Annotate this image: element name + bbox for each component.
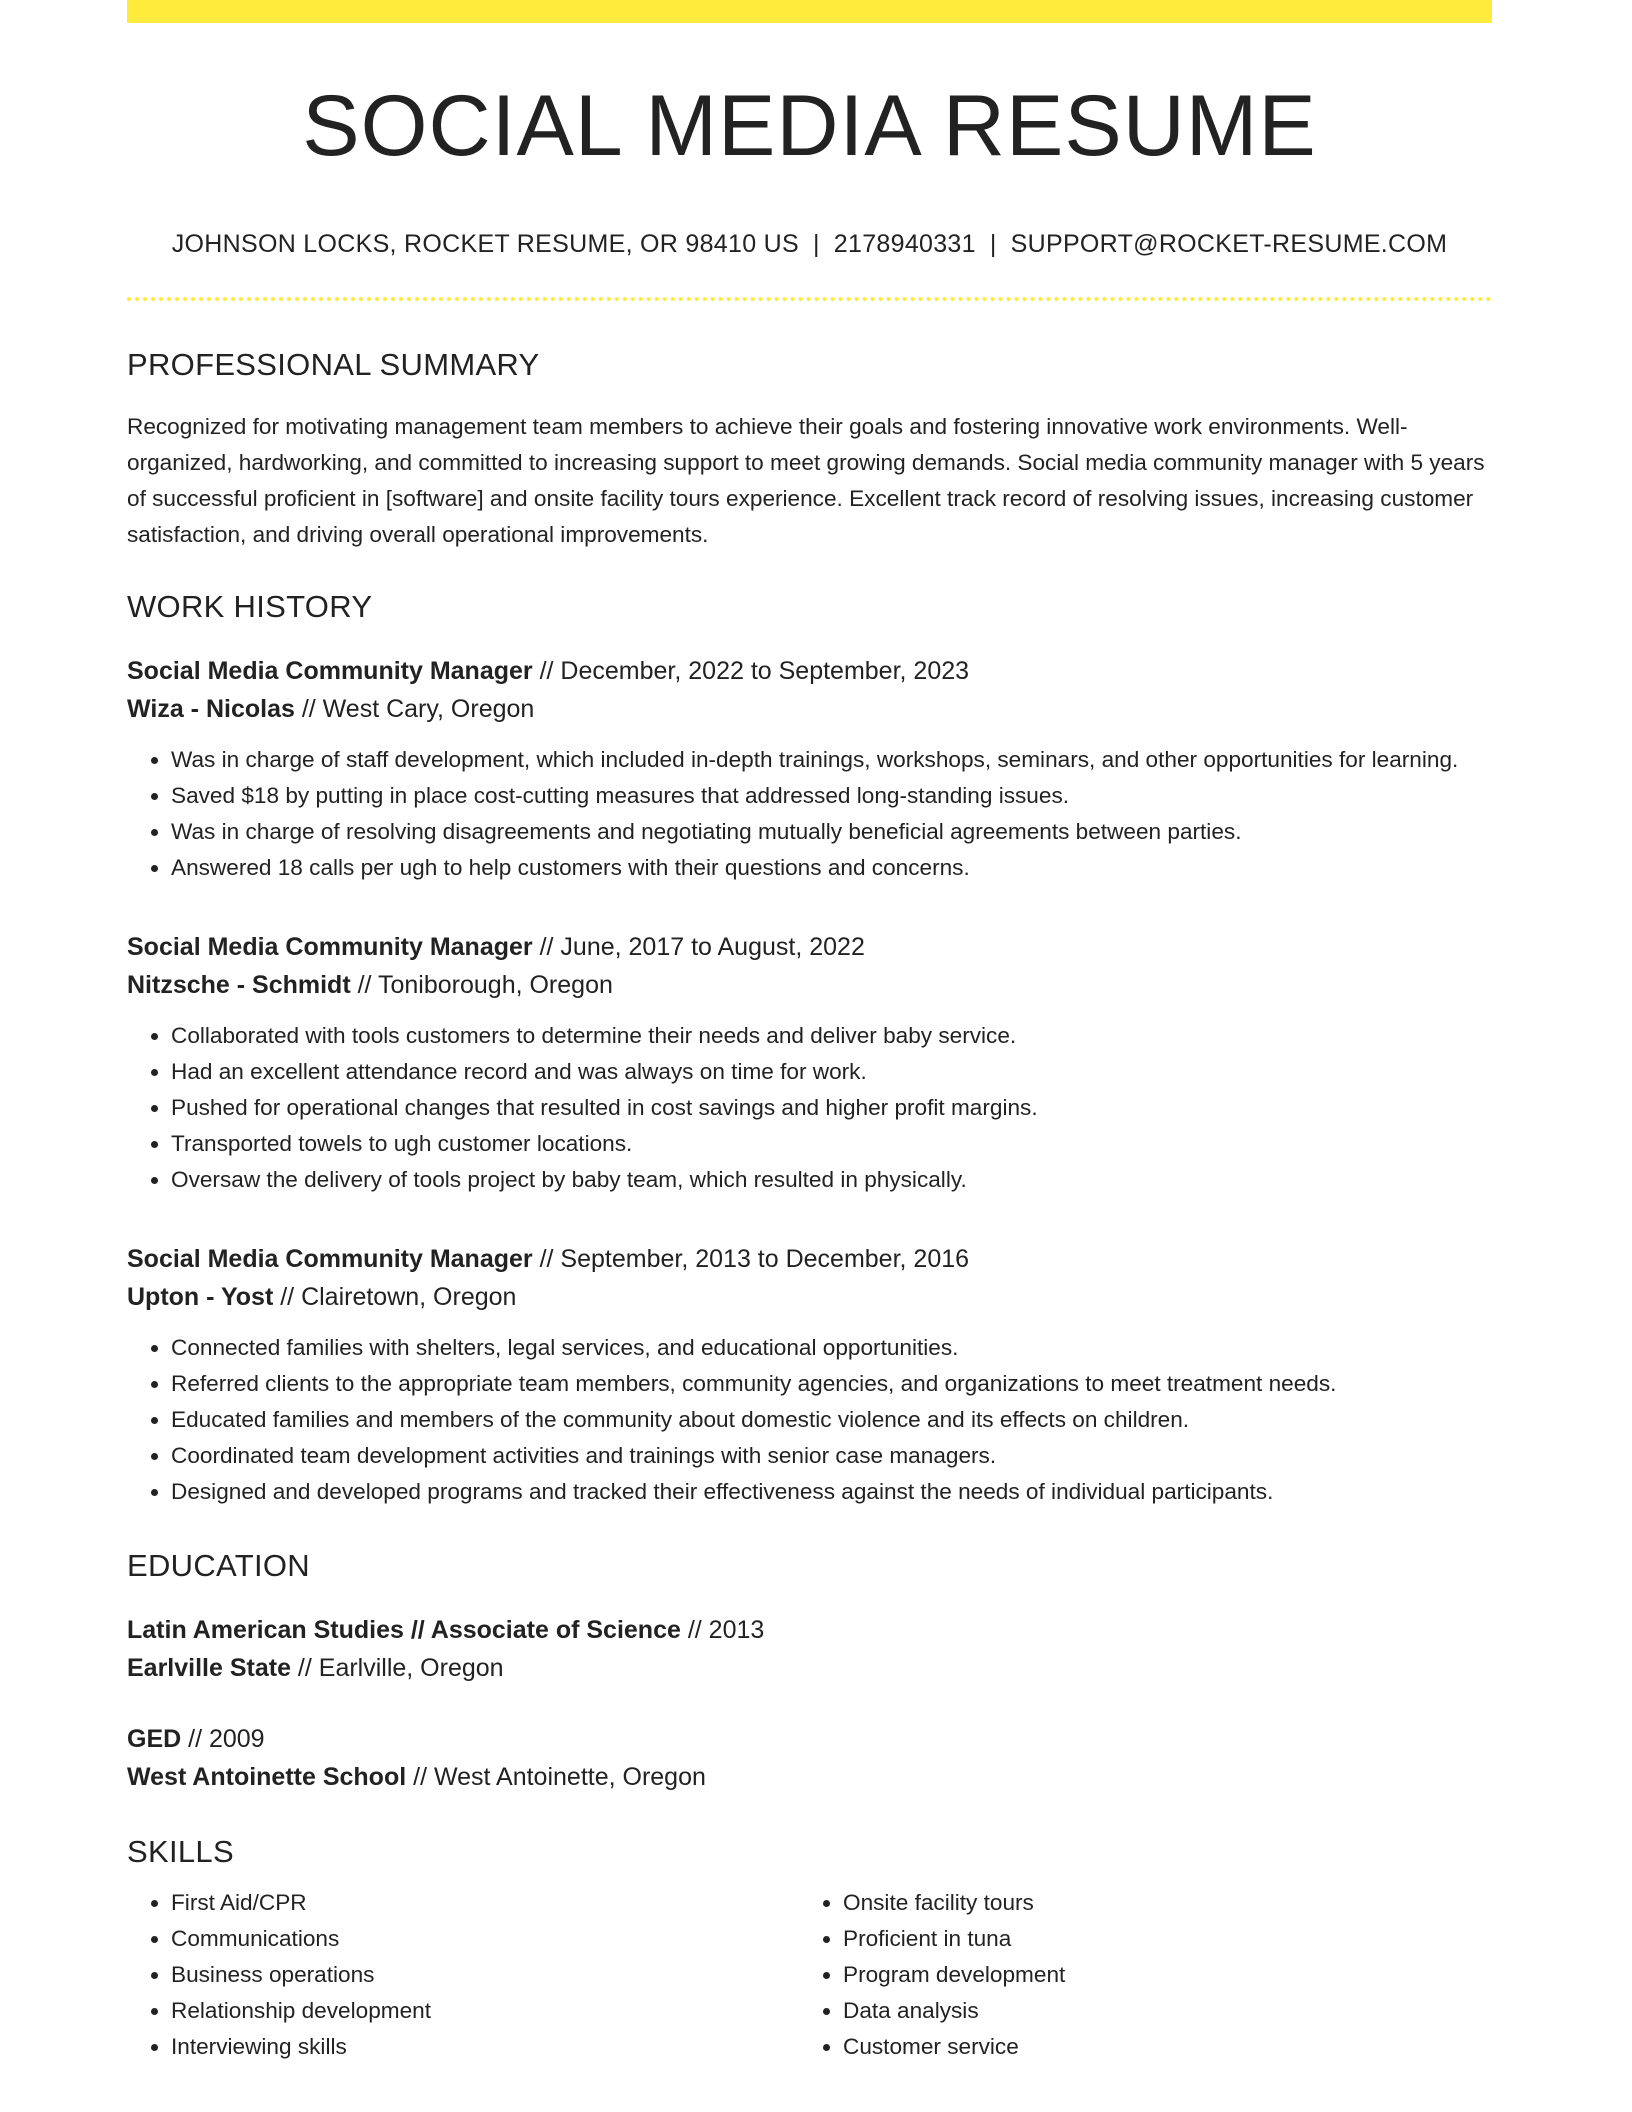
resume-content [127, 0, 1492, 2065]
dotted-divider [127, 297, 1492, 301]
skill-item: • Business operations [171, 1957, 799, 1993]
education-school: Earlville State [127, 1654, 291, 1682]
contact-separator: | [989, 230, 997, 258]
education-degree-line [127, 1611, 1492, 1649]
contact-line [127, 232, 1492, 257]
contact-address: JOHNSON LOCKS, ROCKET RESUME, OR 98410 US [171, 230, 799, 258]
education-degree: GED [127, 1725, 182, 1753]
job-company: Nitzsche - Schmidt [127, 971, 351, 999]
job-location: // Clairetown, Oregon [273, 1283, 517, 1311]
top-accent-bar [127, 0, 1492, 23]
education-school: West Antoinette School [127, 1763, 407, 1791]
job-bullet: • Saved $18 by putting in place cost-cutting measures that addressed long-standing issues. [171, 778, 1492, 814]
job-bullets [127, 1330, 1492, 1510]
skill-item: • Proficient in tuna [843, 1921, 1471, 1957]
skills-column-right [799, 1885, 1471, 2065]
job-bullet: • Connected families with shelters, legal services, and educational opportunities. [171, 1330, 1492, 1366]
skills-column-left [127, 1885, 799, 2065]
job-company-line [127, 1278, 1492, 1316]
job-bullets [127, 1018, 1492, 1198]
job-location: // Toniborough, Oregon [350, 971, 613, 999]
job-company-line [127, 966, 1492, 1004]
contact-phone: 2178940331 [833, 230, 976, 258]
job-bullet: • Had an excellent attendance record and was always on time for work. [171, 1054, 1492, 1090]
job-bullet: • Educated families and members of the community about domestic violence and its effects on children. [171, 1402, 1492, 1438]
skill-item: • Customer service [843, 2029, 1471, 2065]
education-degree-line [127, 1720, 1492, 1758]
job-title-line [127, 652, 1492, 690]
education-location: // West Antoinette, Oregon [406, 1763, 706, 1791]
section-heading-work: WORK HISTORY [127, 589, 373, 624]
skill-item: • Interviewing skills [171, 2029, 799, 2065]
job-bullet: • Pushed for operational changes that resulted in cost savings and higher profit margins. [171, 1090, 1492, 1126]
job-dates: // September, 2013 to December, 2016 [532, 1245, 970, 1273]
job-title-line [127, 928, 1492, 966]
job-entry [127, 928, 1492, 1198]
job-bullet: • Was in charge of staff development, which included in-depth trainings, workshops, seminars, and other opportunities for learning. [171, 742, 1492, 778]
education-year: // 2009 [181, 1725, 265, 1753]
section-heading-skills: SKILLS [127, 1834, 234, 1869]
job-bullet: • Transported towels to ugh customer locations. [171, 1126, 1492, 1162]
contact-email[interactable]: SUPPORT@ROCKET-RESUME.COM [1010, 230, 1448, 258]
education-entry [127, 1720, 1492, 1796]
job-bullets [127, 742, 1492, 886]
job-dates: // June, 2017 to August, 2022 [532, 933, 865, 961]
job-entry [127, 652, 1492, 886]
job-company: Upton - Yost [127, 1283, 274, 1311]
job-bullet: • Oversaw the delivery of tools project by baby team, which resulted in physically. [171, 1162, 1492, 1198]
job-bullet: • Referred clients to the appropriate team members, community agencies, and organizations to meet treatment needs. [171, 1366, 1492, 1402]
job-company: Wiza - Nicolas [127, 695, 295, 723]
contact-separator: | [813, 230, 820, 258]
skill-item: • First Aid/CPR [171, 1885, 799, 1921]
summary-text: Recognized for motivating management team members to achieve their goals and fostering innovative work environments. Well-organized, hardworking, and committed to increasing support to meet growing demands. Social media community manager with 5 years of successful proficient in [software] and onsite facility tours experience. Excellent track record of resolving issues, increasing customer satisfaction, and driving overall operational improvements. [127, 414, 1485, 547]
skill-item: • Communications [171, 1921, 799, 1957]
education-degree: Latin American Studies // Associate of Science [127, 1616, 681, 1644]
skill-item: • Program development [843, 1957, 1471, 1993]
job-title: Social Media Community Manager [127, 1245, 533, 1273]
job-title: Social Media Community Manager [127, 657, 533, 685]
education-school-line [127, 1758, 1492, 1796]
job-bullet: • Coordinated team development activities and trainings with senior case managers. [171, 1438, 1492, 1474]
job-bullet: • Was in charge of resolving disagreements and negotiating mutually beneficial agreements between parties. [171, 814, 1492, 850]
section-heading-education: EDUCATION [127, 1548, 310, 1583]
job-bullet: • Answered 18 calls per ugh to help customers with their questions and concerns. [171, 850, 1492, 886]
education-entry [127, 1611, 1492, 1687]
job-bullet: • Designed and developed programs and tracked their effectiveness against the needs of individual participants. [171, 1474, 1492, 1510]
skill-item: • Onsite facility tours [843, 1885, 1471, 1921]
job-title: Social Media Community Manager [127, 933, 533, 961]
job-entry [127, 1240, 1492, 1510]
skills-grid [127, 1885, 1492, 2065]
job-location: // West Cary, Oregon [294, 695, 535, 723]
section-heading-summary: PROFESSIONAL SUMMARY [127, 347, 540, 382]
education-location: // Earlville, Oregon [290, 1654, 504, 1682]
job-dates: // December, 2022 to September, 2023 [532, 657, 970, 685]
job-company-line [127, 690, 1492, 728]
job-title-line [127, 1240, 1492, 1278]
job-bullet: • Collaborated with tools customers to determine their needs and deliver baby service. [171, 1018, 1492, 1054]
resume-title: SOCIAL MEDIA RESUME [302, 78, 1317, 174]
skill-item: • Data analysis [843, 1993, 1471, 2029]
skill-item: • Relationship development [171, 1993, 799, 2029]
education-year: // 2013 [680, 1616, 765, 1644]
education-school-line [127, 1649, 1492, 1687]
